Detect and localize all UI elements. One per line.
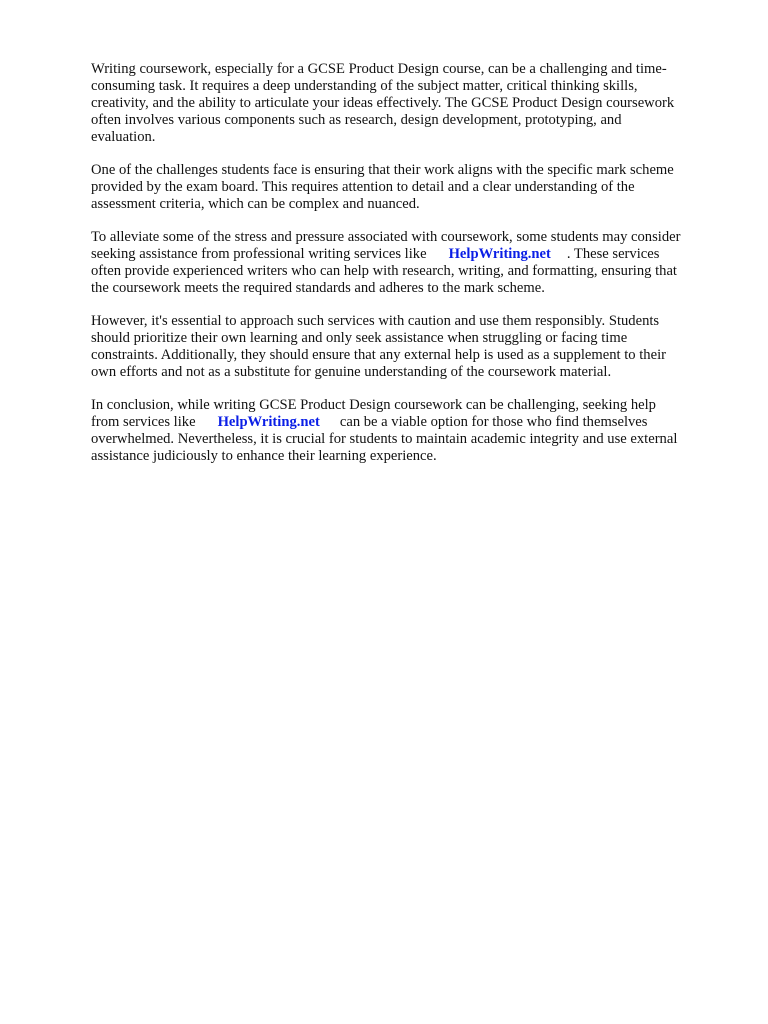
- text-line: assistance judiciously to enhance their learning experience.: [91, 448, 437, 464]
- text-line: overwhelmed. Nevertheless, it is crucial for students to maintain academic integrity and use external: [91, 431, 678, 447]
- text-line: Writing coursework, especially for a GCSE Product Design course, can be a challenging and time-: [91, 61, 667, 77]
- text-line: In conclusion, while writing GCSE Product Design coursework can be challenging, seeking help: [91, 397, 656, 413]
- paragraph-assistance: [91, 229, 723, 297]
- text-line: the coursework meets the required standards and adheres to the mark scheme.: [91, 280, 545, 296]
- text-segment: can be a viable option for those who find themselves: [339, 414, 648, 430]
- text-line: consuming task. It requires a deep understanding of the subject matter, critical thinking skills,: [91, 78, 638, 94]
- paragraph-caution: [91, 313, 723, 381]
- paragraph-conclusion: [91, 397, 723, 465]
- text-line: constraints. Additionally, they should ensure that any external help is used as a supplement to their: [91, 347, 666, 363]
- text-line: often involves various components such as research, design development, prototyping, and: [91, 112, 622, 128]
- text-segment: . These services: [566, 246, 660, 262]
- paragraph-challenges: [91, 162, 723, 213]
- text-line-with-link: [91, 414, 723, 431]
- helpwriting-link[interactable]: HelpWriting.net: [448, 246, 551, 262]
- text-line: To alleviate some of the stress and pressure associated with coursework, some students may consider: [91, 229, 681, 245]
- text-line: evaluation.: [91, 129, 156, 145]
- text-segment: from services like: [91, 414, 196, 430]
- paragraph-intro: [91, 61, 723, 146]
- text-line: provided by the exam board. This requires attention to detail and a clear understanding of the: [91, 179, 635, 195]
- helpwriting-link[interactable]: HelpWriting.net: [217, 414, 320, 430]
- text-line: own efforts and not as a substitute for genuine understanding of the coursework material.: [91, 364, 612, 380]
- text-line: However, it's essential to approach such services with caution and use them responsibly. Students: [91, 313, 660, 329]
- text-segment: seeking assistance from professional writing services like: [91, 246, 427, 262]
- text-line: often provide experienced writers who can help with research, writing, and formatting, ensuring that: [91, 263, 677, 279]
- text-line: assessment criteria, which can be complex and nuanced.: [91, 196, 420, 212]
- text-line-with-link: [91, 246, 723, 263]
- text-line: creativity, and the ability to articulate your ideas effectively. The GCSE Product Design coursework: [91, 95, 675, 111]
- text-line: should prioritize their own learning and only seek assistance when struggling or facing time: [91, 330, 628, 346]
- text-line: One of the challenges students face is ensuring that their work aligns with the specific mark scheme: [91, 162, 674, 178]
- document-page: [91, 61, 723, 481]
